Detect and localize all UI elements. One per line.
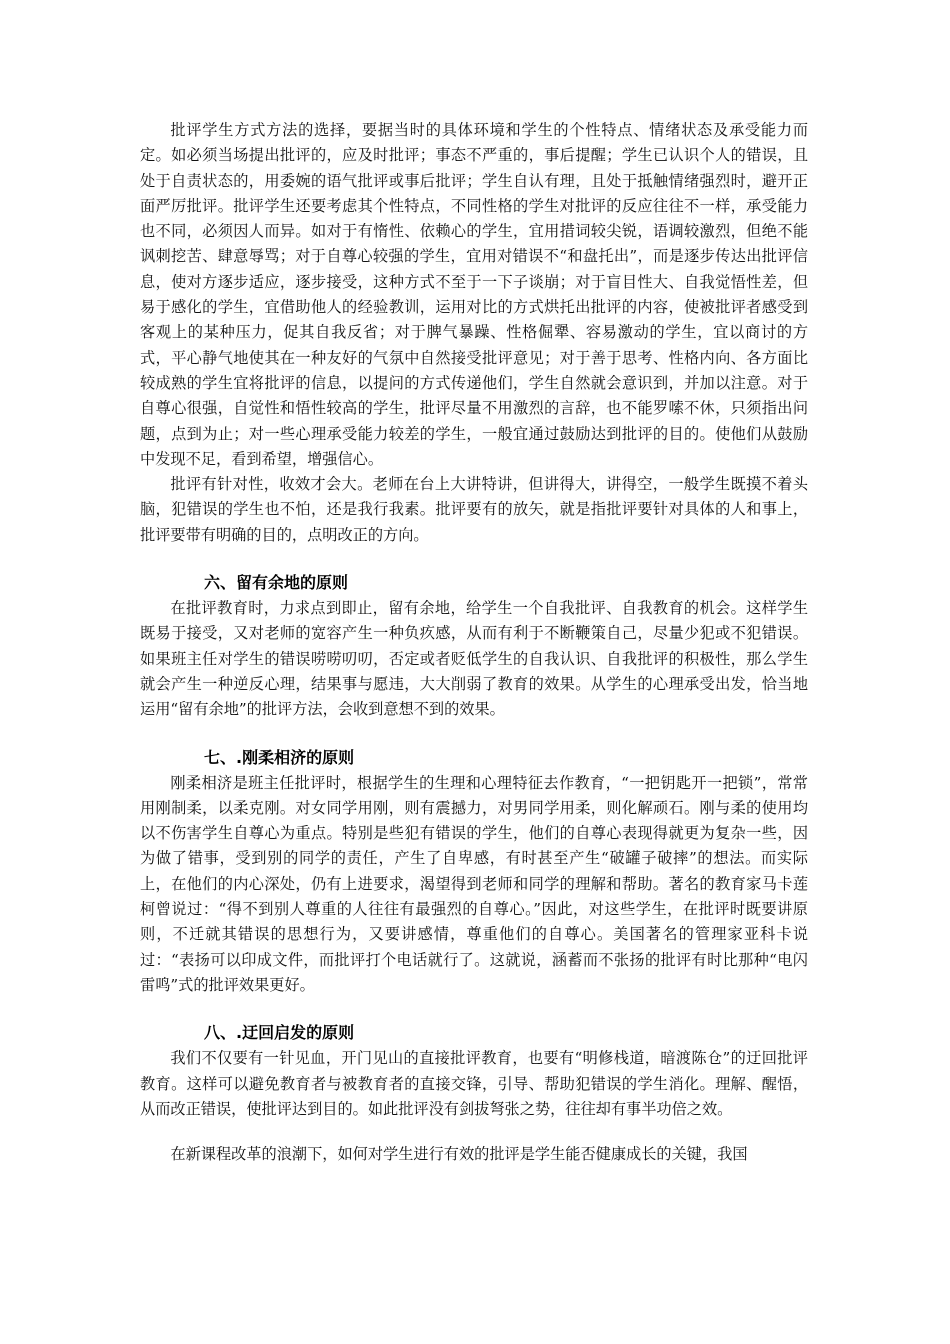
paragraph-indirect-guidance: 我们不仅要有一针见血，开门见山的直接批评教育，也要有“明修栈道，暗渡陈仓”的迂回批评教育。这样可以避免教育者与被教育者的直接交锋，引导、帮助犯错误的学生消化。理解、醒悟，从而改正错误，使批评达到目的。如此批评没有剑拔弩张之势，往往却有事半功倍之效。	[140, 1049, 808, 1118]
paragraph-conclusion-start: 在新课程改革的浪潮下，如何对学生进行有效的批评是学生能否健康成长的关键，我国	[170, 1145, 748, 1164]
paragraph-leave-room: 在批评教育时，力求点到即止，留有余地，给学生一个自我批评、自我教育的机会。这样学生既易于接受，又对老师的宽容产生一种负疚感，从而有利于不断鞭策自己，尽量少犯或不犯错误。如果班主任对学生的错误唠唠叨叨，否定或者贬低学生的自我认识、自我批评的积极性，那么学生就会产生一种逆反心理，结果事与愿违，大大削弱了教育的效果。从学生的心理承受出发，恰当地运用“留有余地”的批评方法，会收到意想不到的效果。	[140, 599, 808, 719]
section-heading-8: 八、.迂回启发的原则	[204, 1023, 355, 1043]
paragraph-criticism-methods: 批评学生方式方法的选择，要据当时的具体环境和学生的个性特点、情绪状态及承受能力而定。如必须当场提出批评的，应及时批评；事态不严重的，事后提醒；学生已认识个人的错误，且处于自责状态的，用委婉的语气批评或事后批评；学生自认有理，且处于抵触情绪强烈时，避开正面严厉批评。批评学生还要考虑其个性特点，不同性格的学生对批评的反应往往不一样，承受能力也不同，必须因人而异。如对于有惰性、依赖心的学生，宜用措词较尖锐，语调较激烈，但绝不能讽刺挖苦、肆意辱骂；对于自尊心较强的学生，宜用对错误不“和盘托出”，而是逐步传达出批评信息，使对方逐步适应，逐步接受，这种方式不至于一下子谈崩；对于盲目性大、自我觉悟性差，但易于感化的学生，宜借助他人的经验教训，运用对比的方式烘托出批评的内容，使被批评者感受到客观上的某种压力，促其自我反省；对于脾气暴躁、性格倔犟、容易激动的学生，宜以商讨的方式，平心静气地使其在一种友好的气氛中自然接受批评意见；对于善于思考、性格内向、各方面比较成熟的学生宜将批评的信息，以提问的方式传递他们，学生自然就会意识到，并加以注意。对于自尊心很强，自觉性和悟性较高的学生，批评尽量不用激烈的言辞，也不能罗嗦不休，只须指出问题，点到为止；对一些心理承受能力较差的学生，一般宜通过鼓励达到批评的目的。使他们从鼓励中发现不足，看到希望，增强信心。	[140, 121, 808, 468]
spacer	[140, 998, 808, 1020]
paragraph-firm-and-gentle: 刚柔相济是班主任批评时，根据学生的生理和心理特征去作教育，“一把钥匙开一把锁”，常常用刚制柔，以柔克刚。对女同学用刚，则有震撼力，对男同学用柔，则化解顽石。刚与柔的使用均以不伤害学生自尊心为重点。特别是些犯有错误的学生，他们的自尊心表现得就更为复杂一些，因为做了错事，受到别的同学的责任，产生了自卑感，有时甚至产生“破罐子破摔”的想法。而实际上，在他们的内心深处，仍有上进要求，渴望得到老师和同学的理解和帮助。著名的教育家马卡莲柯曾说过：“得不到别人尊重的人往往有最强烈的自尊心。”因此，对这些学生，在批评时既要讲原则，不迁就其错误的思想行为，又要讲感情，尊重他们的自尊心。美国著名的管理家亚科卡说过：“表扬可以印成文件，而批评打个电话就行了。这就说，涵蓄而不张扬的批评有时比那种“电闪雷鸣”式的批评效果更好。	[140, 773, 808, 994]
spacer	[140, 723, 808, 745]
section-heading-7: 七、.刚柔相济的原则	[204, 747, 355, 767]
spacer	[140, 1122, 808, 1142]
section-heading-6: 六、留有余地的原则	[204, 573, 349, 593]
paragraph-targeted-criticism: 批评有针对性，收效才会大。老师在台上大讲特讲，但讲得大，讲得空，一般学生既摸不着头脑，犯错误的学生也不怕，还是我行我素。批评要有的放矢，就是指批评要针对具体的人和事上，批评要带有明确的目的，点明改正的方向。	[140, 475, 808, 544]
spacer	[140, 548, 808, 570]
document-page	[140, 118, 808, 1167]
